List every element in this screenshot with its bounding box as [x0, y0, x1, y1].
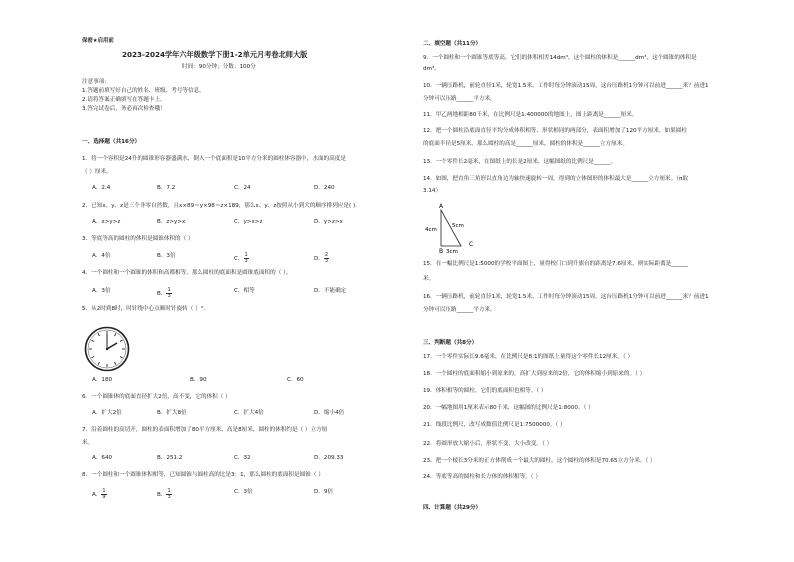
base-length-label: 3cm — [446, 249, 458, 254]
section-title: 三、判断题（共8分） — [423, 340, 478, 346]
question-4-options — [92, 285, 382, 299]
option[interactable]: B．251.2 — [157, 455, 183, 461]
option[interactable]: A． $\frac{1}{9}$ — [92, 488, 106, 500]
option[interactable]: D． $\frac{2}{3}$ — [314, 252, 329, 264]
option[interactable]: A．640 — [92, 455, 113, 461]
question-8: 8．一个圆柱和一个圆锥体积相等，已知圆锥与圆柱高的比是3：1，那么圆柱的底面积是圆锥（ ） — [82, 472, 324, 478]
option[interactable]: D．y>z>x — [314, 219, 343, 225]
option[interactable]: A．x>y>z — [92, 219, 121, 225]
question-3: 3．等底等高的圆柱的体积是圆锥体积的（ ） — [82, 236, 194, 242]
question-3-options — [92, 250, 382, 264]
option[interactable]: C．32 — [234, 455, 251, 461]
exam-title: 2023-2024学年六年级数学下册1-2单元月考卷北师大版 — [122, 50, 308, 59]
option[interactable]: A．2.4 — [92, 185, 111, 191]
option[interactable]: C．3倍 — [234, 489, 253, 495]
judge-line: 22．将圆形放大缩小后，形状不变，大小改变。（ ） — [423, 441, 553, 447]
question-7-cont: 米。 — [82, 440, 94, 446]
question-line: 3.14） — [423, 188, 442, 194]
question-line: 分钟可以压路______平方米。 — [423, 96, 496, 102]
option[interactable]: C．相等 — [234, 288, 255, 294]
question-line: 16．一辆压路机，前轮直径1米，轮宽1.5米，工作时每分钟滚动15周。这台压路机1分钟可以前进______米？前进1 — [423, 294, 709, 300]
section-title: 二、填空题（共11分） — [423, 41, 482, 47]
question-7: 7．沿着圆柱的高切开，圆柱的表面积增加了80平方厘米，高是8厘米，圆柱的体积约是（ ）立方厘 — [82, 427, 328, 433]
section-title: 一、选择题（共16分） — [82, 139, 141, 145]
notice-item: 1.答题前填写好自己的姓名、班级、考号等信息。 — [82, 88, 205, 94]
option[interactable]: A．扩大2倍 — [92, 410, 122, 416]
section-title: 四、计算题（共29分） — [423, 505, 482, 511]
option[interactable]: B．90 — [190, 377, 207, 383]
question-line: 14．如图，把直角三角形以直角边为轴快速旋转一周，得到的立体图形的体积最大是______立方厘米。（π取 — [423, 176, 688, 182]
question-line: dm³。 — [423, 66, 440, 72]
question-8-options — [92, 486, 382, 500]
fraction: $\frac{2}{3}$ — [324, 252, 329, 264]
option[interactable]: B．7.2 — [157, 185, 176, 191]
option[interactable]: D．209.33 — [314, 455, 344, 461]
vertex-a-label: A — [439, 203, 444, 210]
clock-center — [106, 348, 108, 350]
exam-meta: 时间：90分钟；分数：100分 — [182, 64, 256, 70]
side-length-label: 4cm — [425, 227, 437, 233]
question-1-cont: （ ）厘米。 — [82, 169, 112, 175]
question-line: 13．一个零件长2毫米，在图纸上的长是2厘米，这幅图纸的比例尺是______。 — [423, 159, 617, 165]
question-5: 5．从2时到8时，时针绕中心点顺时针旋转（ ）°。 — [82, 306, 210, 312]
question-line: 分钟可以压路______平方米。 — [423, 307, 496, 313]
option[interactable]: B．扩大8倍 — [157, 410, 187, 416]
option[interactable]: C．24 — [234, 185, 251, 191]
question-4: 4．一个圆柱和一个圆锥的体积和高都相等，那么圆柱的底面积是圆锥底面积的（ ）。 — [82, 270, 292, 276]
hypotenuse-length-label: 5cm — [452, 223, 464, 229]
option[interactable]: D．9倍 — [314, 489, 334, 495]
option[interactable]: A．4倍 — [92, 253, 111, 259]
question-line: 10．一辆压路机，前轮直径1米，轮宽1.5米，工作时每分钟滚动15周，这台压路机1分钟可以前进______米？前进1 — [423, 83, 709, 89]
question-line: 9．一个圆柱和一个圆锥等底等高，它们的体积相差14dm³，这个圆柱的体积是______dm³，这个圆锥的体积是 — [423, 55, 697, 61]
option[interactable]: B． $\frac{1}{3}$ — [157, 287, 171, 299]
option[interactable]: A．180 — [92, 377, 113, 383]
notice-item: 3.答完试卷后，务必再次检查哦！ — [82, 106, 166, 112]
option[interactable]: C．扩大4倍 — [234, 410, 264, 416]
fraction: $\frac{1}{9}$ — [102, 488, 106, 500]
option[interactable]: D．不能确定 — [314, 288, 347, 294]
option[interactable]: C．60 — [287, 377, 304, 383]
judge-line: 24．等底等高的圆柱和长方体的体积相等。（ ） — [423, 474, 541, 480]
clock-figure — [84, 326, 130, 372]
judge-line: 21．线段比例尺，改写成数值比例尺是1:7500000。（ ） — [423, 422, 566, 428]
judge-line: 17．一个零件实际长9.6毫米，在比例尺是8:1的图纸上量得这个零件长12厘米。（ ） — [423, 354, 634, 360]
question-6: 6．一个圆锥体的底面直径扩大2倍，高不变，它的体积（ ） — [82, 394, 231, 400]
judge-line: 23．把一个棱长3分米的正方体削成一个最大的圆柱，这个圆柱的体积是70.65立方分米。（ ） — [423, 458, 656, 464]
question-line: 的底面半径是5厘米，那么圆柱的高是______厘米，圆柱的体积是______立方厘米。 — [423, 141, 628, 147]
option[interactable]: D．缩小4倍 — [314, 410, 345, 416]
fraction: $\frac{1}{3}$ — [167, 488, 171, 500]
option[interactable]: B．3倍 — [157, 253, 176, 259]
notice-item: 2.请将答案正确填写在答题卡上。 — [82, 97, 166, 103]
option[interactable]: B．z>y>x — [157, 219, 186, 225]
question-line: 15．在一幅比例尺是1:5000的学校平面图上，量得校门口到升旗台的距离是7.6厘米，则实际距离是______ — [423, 261, 689, 267]
vertex-b-label: B — [439, 248, 444, 254]
secret-label: 保密★启用前 — [82, 38, 114, 44]
option[interactable]: C．y>x>z — [234, 219, 263, 225]
triangle-figure — [425, 202, 497, 254]
option[interactable]: D．240 — [314, 185, 335, 191]
option[interactable]: A．3倍 — [92, 288, 111, 294]
question-line: 米。 — [423, 276, 435, 282]
question-1: 1．将一个容积是24升的圆锥形容器盛满水，倒入一个底面积是10平方分米的圆柱体容器中，水面的高度是 — [82, 156, 346, 162]
option[interactable]: C． $\frac{1}{3}$ — [234, 252, 248, 264]
fraction: $\frac{1}{3}$ — [167, 287, 171, 299]
question-2: 2．已知x、y、z是三个非零自然数，且x×89＝y×98＝z×189，那么x、y、z按照从小到大的顺序排列应是( ). — [82, 203, 357, 209]
judge-line: 19．体积相等的圆柱，它们的底面积也相等。（ ） — [423, 388, 547, 394]
judge-line: 20．一幅地图用1厘米表示80千米，这幅图的比例尺是1:8000。（ ） — [423, 405, 594, 411]
vertex-c-label: C — [469, 241, 474, 248]
question-line: 12．把一个圆柱沿底面直径平均分成体积相等、形状相同的两部分，表面积增加了120平方厘米，如果圆柱 — [423, 128, 687, 134]
option[interactable]: B． $\frac{1}{3}$ — [157, 488, 171, 500]
judge-line: 18．一个圆柱的底面积缩小到原来的，高扩大到原来的2倍，它的体积缩小到原来的。（ ） — [423, 371, 646, 377]
fraction: $\frac{1}{3}$ — [244, 252, 248, 264]
notice-heading: 注意事项： — [82, 79, 110, 85]
question-line: 11．甲乙两地相距80千米，在比例尺是1:400000的地图上，图上距离是______厘米。 — [423, 112, 638, 118]
